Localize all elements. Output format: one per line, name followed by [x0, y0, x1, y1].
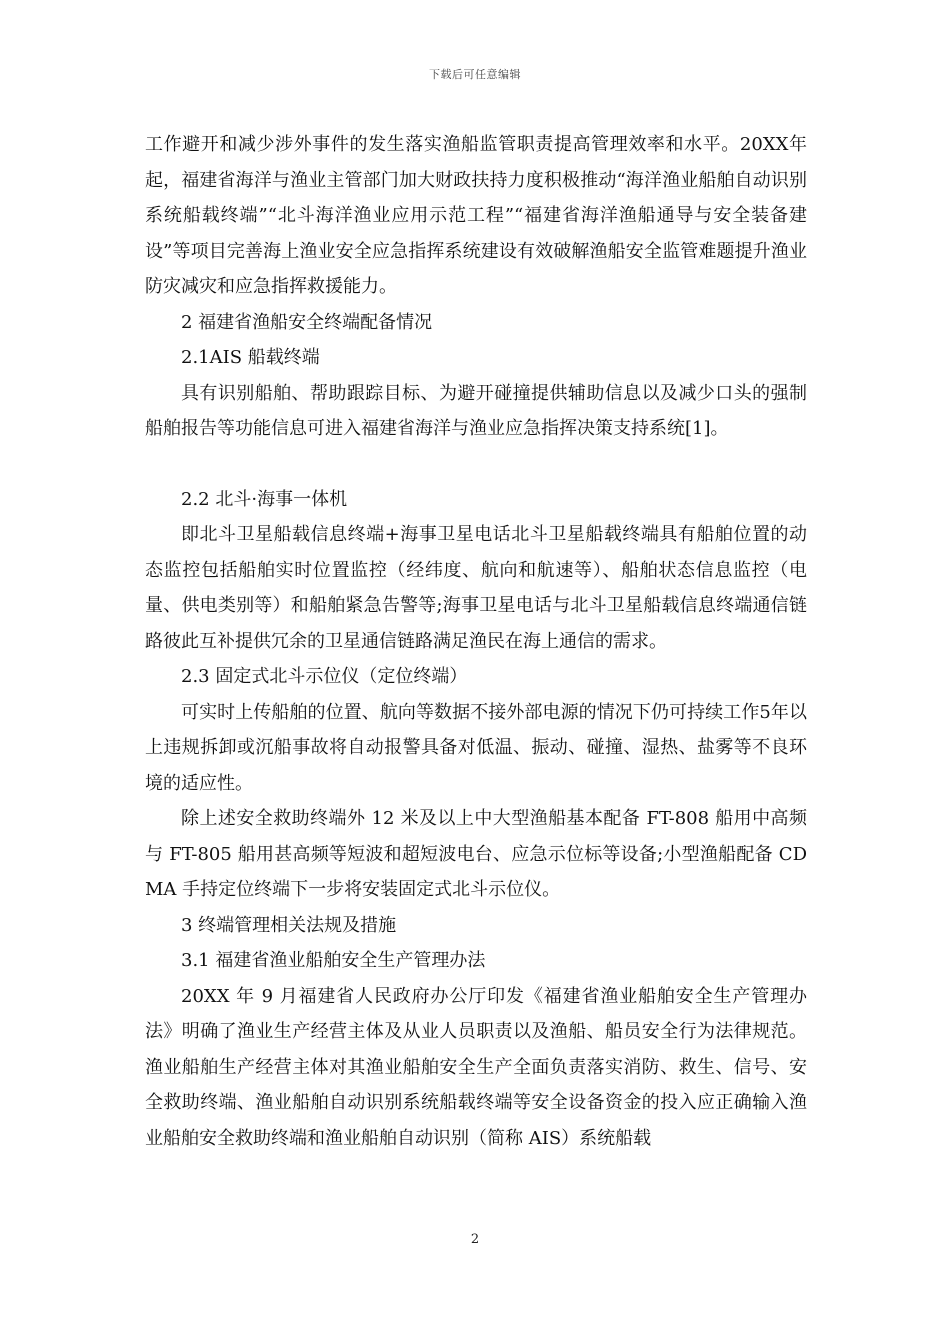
document-body: [145, 127, 807, 1156]
paragraph-other-equipment: 除上述安全救助终端外 12 米及以上中大型渔船基本配备 FT-808 船用中高频与 FT-805 船用甚高频等短波和超短波电台、应急示位标等设备;小型渔船配备 CDMA 手持定位终端下一步将安装固定式北斗示位仪。: [145, 808, 807, 900]
paragraph-beidou-maritime: 即北斗卫星船载信息终端+海事卫星电话北斗卫星船载终端具有船舶位置的动态监控包括船舶实时位置监控（经纬度、航向和航速等）、船舶状态信息监控（电量、供电类别等）和船舶紧急告警等;海事卫星电话与北斗卫星船载信息终端通信链路彼此互补提供冗余的卫星通信链路满足渔民在海上通信的需求。: [145, 524, 807, 652]
section-heading-2: 2 福建省渔船安全终端配备情况: [181, 311, 433, 333]
blank-line: [145, 447, 807, 482]
subsection-heading-2-3: 2.3 固定式北斗示位仪（定位终端）: [181, 666, 468, 687]
page-header: 下载后可任意编辑: [429, 68, 521, 81]
subsection-heading-3-1: 3.1 福建省渔业船舶安全生产管理办法: [181, 950, 486, 971]
subsection-heading-2-1: 2.1AIS 船载终端: [181, 347, 320, 368]
section-heading-3: 3 终端管理相关法规及措施: [181, 914, 397, 936]
paragraph-fixed-beidou-locator: 可实时上传船舶的位置、航向等数据不接外部电源的情况下仍可持续工作5年以上违规拆卸或沉船事故将自动报警具备对低温、振动、碰撞、湿热、盐雾等不良环境的适应性。: [145, 701, 807, 794]
page-number: 2: [470, 1232, 480, 1247]
subsection-heading-2-2: 2.2 北斗·海事一体机: [181, 488, 348, 510]
paragraph-management-measures: 20XX 年 9 月福建省人民政府办公厅印发《福建省渔业船舶安全生产管理办法》明确了渔业生产经营主体及从业人员职责以及渔船、船员安全行为法律规范。渔业船舶生产经营主体对其渔业船舶安全生产全面负责落实消防、救生、信号、安全救助终端、渔业船舶自动识别系统船载终端等安全设备资金的投入应正确输入渔业船舶安全救助终端和渔业船舶自动识别（简称 AIS）系统船载: [145, 985, 807, 1149]
paragraph-ais-terminal: 具有识别船舶、帮助跟踪目标、为避开碰撞提供辅助信息以及减少口头的强制船舶报告等功能信息可进入福建省海洋与渔业应急指挥决策支持系统[1]。: [145, 382, 807, 439]
paragraph-intro-continued: 工作避开和减少涉外事件的发生落实渔船监管职责提高管理效率和水平。20XX年起，福建省海洋与渔业主管部门加大财政扶持力度积极推动“海洋渔业船舶自动识别系统船载终端”“北斗海洋渔业应用示范工程”“福建省海洋渔船通导与安全装备建设”等项目完善海上渔业安全应急指挥系统建设有效破解渔船安全监管难题提升渔业防灾减灾和应急指挥救援能力。: [145, 134, 807, 297]
